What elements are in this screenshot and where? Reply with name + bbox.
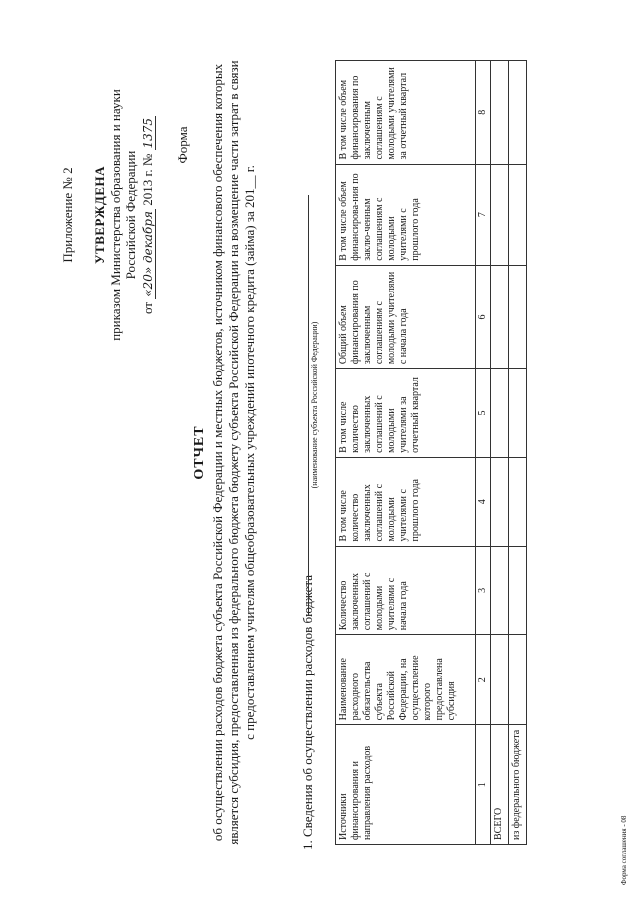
table-cell [509, 457, 527, 546]
date-day: «20» декабря [141, 211, 155, 297]
column-number: 4 [476, 457, 491, 546]
approved-label: УТВЕРЖДЕНА [92, 166, 107, 265]
column-header: В том числе объем финансирования по заключенным соглашениям с молодыми учителями за отчетный квартал [336, 61, 476, 165]
column-header: Общий объем финансирования по заключенным соглашениям с молодыми учителями с начала года [336, 265, 476, 368]
approved-by: приказом Министерства образования и науки Российской Федерации [108, 89, 138, 341]
column-header: В том числе количество заключенных соглашений с молодыми учителями с прошлого года [336, 457, 476, 546]
row-label: ВСЕГО [491, 725, 509, 845]
column-number-row [476, 61, 491, 845]
column-header: В том числе объем финансирова-ния по заклю-ченным соглашениям с молодыми учителями с прошлого года [336, 164, 476, 265]
section-heading: 1. Сведения об осуществлении расходов бюджета [300, 574, 315, 850]
column-number: 5 [476, 369, 491, 458]
column-number: 1 [476, 725, 491, 845]
table-cell [491, 265, 509, 368]
column-number: 8 [476, 61, 491, 165]
table-cell [491, 369, 509, 458]
form-label: Форма [175, 126, 190, 164]
table-cell [491, 164, 509, 265]
row-label: из федерального бюджета [509, 725, 527, 845]
appendix-number: Приложение № 2 [60, 167, 75, 263]
table-header-row [336, 61, 476, 845]
table-row [491, 61, 509, 845]
report-table [335, 60, 527, 845]
table-cell [509, 265, 527, 368]
table-cell [491, 546, 509, 635]
column-number: 6 [476, 265, 491, 368]
table-cell [509, 369, 527, 458]
footer-note: Форма соглашения - 08 [620, 815, 628, 885]
report-subtitle: об осуществлении расходов бюджета субъекта Российской Федерации и местных бюджетов, источником финансового обеспечения которых является субсидия, предоставленная из федерального бюджета бюджету субъекта Российской Федерации на возмещение части затрат в связи с предоставлением учителям общеобразовательных учреждений ипотечного кредита (займа) за 201__ г. [210, 60, 257, 845]
table-cell [509, 164, 527, 265]
column-number: 7 [476, 164, 491, 265]
report-title: ОТЧЕТ [192, 425, 207, 480]
column-header: Источники финансирования и направления расходов [336, 725, 476, 845]
date-year: 2013 г. № [140, 153, 155, 206]
column-header: Наименование расходного обязательства субъекта Российской Федерации, на осуществление которого предоставлена субсидия [336, 635, 476, 725]
table-cell [509, 546, 527, 635]
column-header: В том числе количество заключенных соглашений с молодыми учителями за отчетный квартал [336, 369, 476, 458]
table-cell [491, 61, 509, 165]
approval-date [140, 65, 156, 365]
column-number: 3 [476, 546, 491, 635]
table-cell [491, 457, 509, 546]
subject-caption: (наименование субъекта Российской Федерации) [308, 195, 319, 615]
column-number: 2 [476, 635, 491, 725]
table-row [509, 61, 527, 845]
table-cell [509, 635, 527, 725]
date-prefix: от [140, 302, 155, 315]
order-number: 1375 [141, 117, 155, 149]
table-cell [509, 61, 527, 165]
column-header: Количество заключенных соглашений с молодыми учителями с начала года [336, 546, 476, 635]
table-cell [491, 635, 509, 725]
